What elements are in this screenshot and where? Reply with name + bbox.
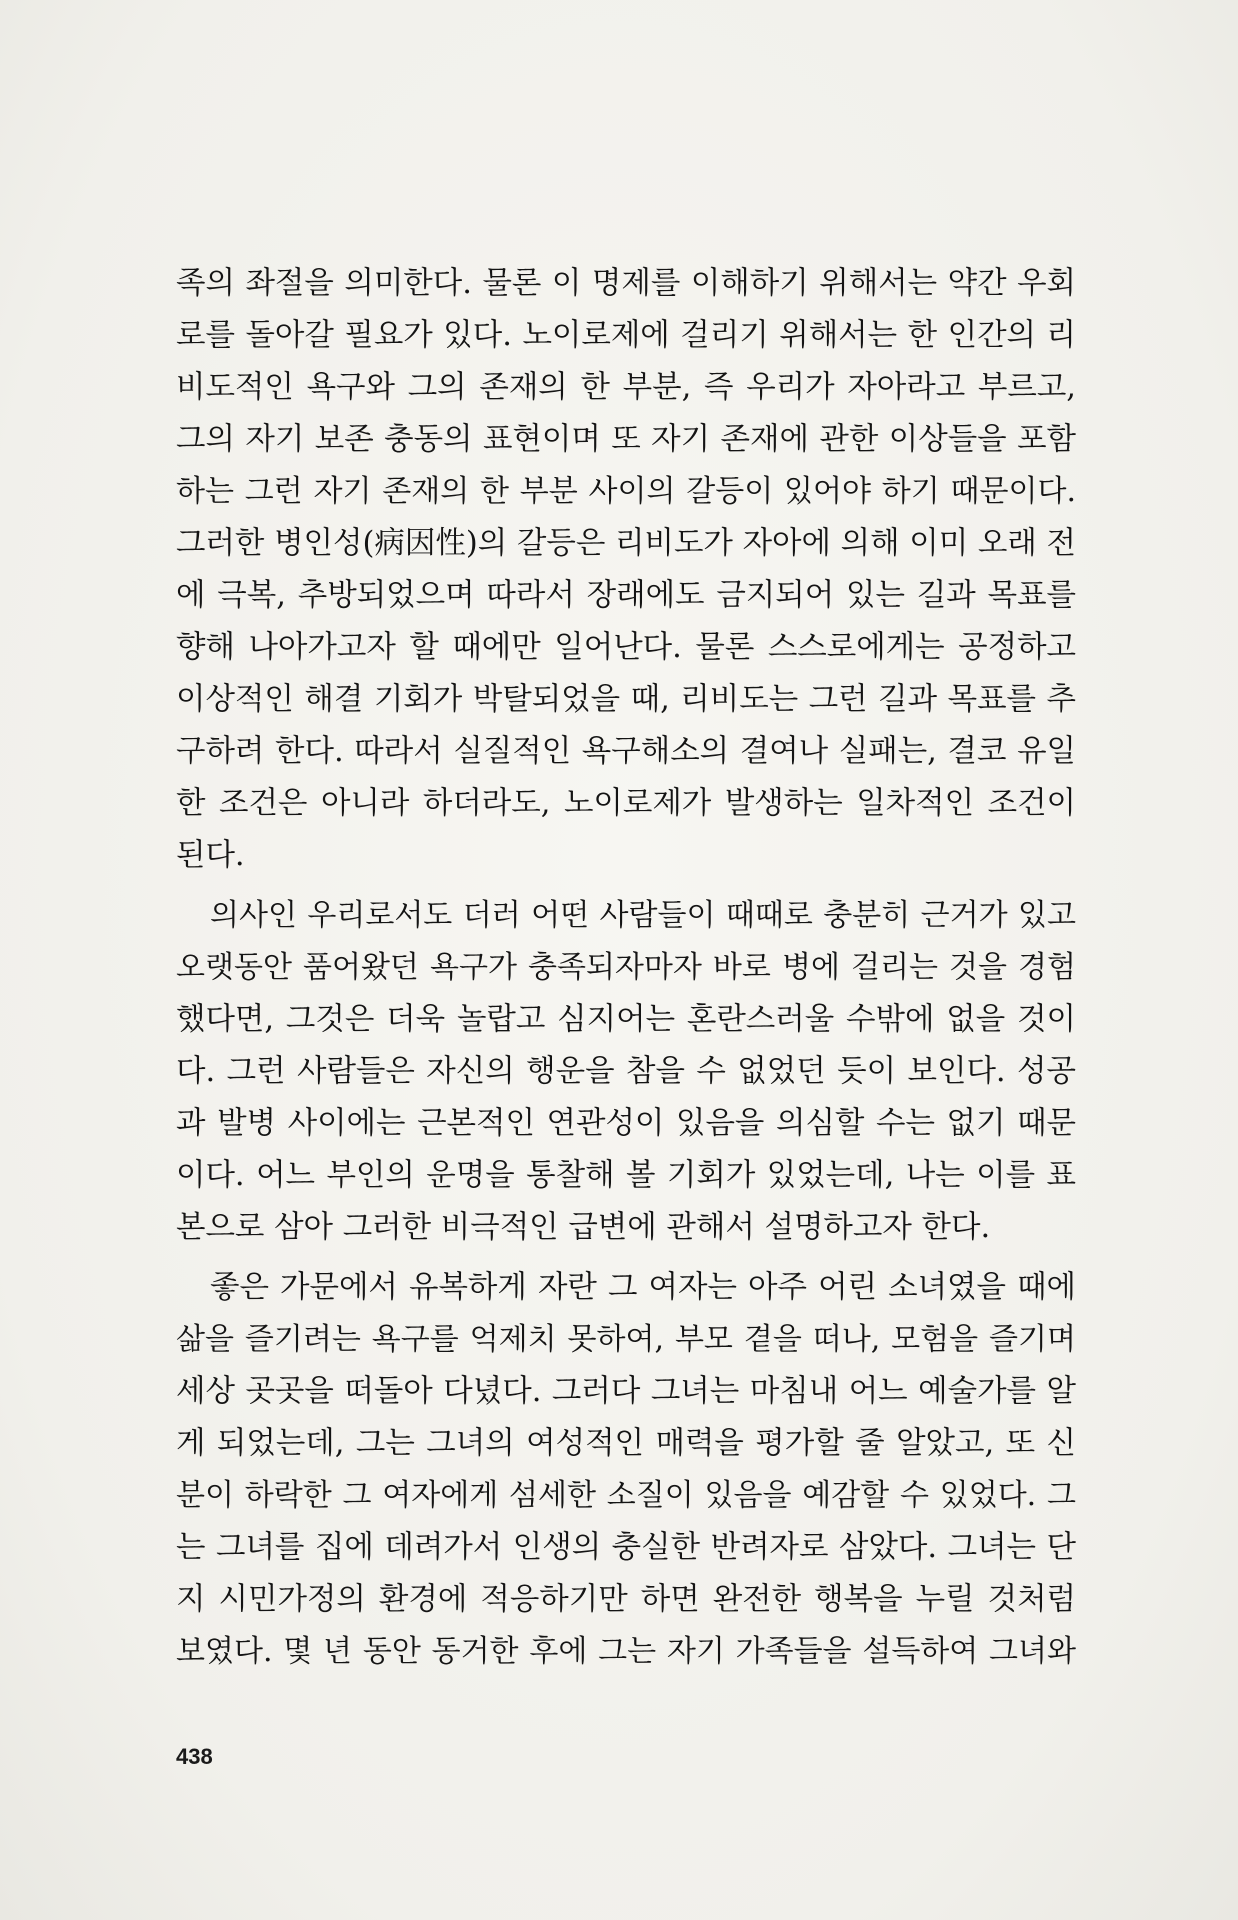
text-line: 지 시민가정의 환경에 적응하기만 하면 완전한 행복을 누릴 것처럼 — [176, 1582, 1076, 1617]
text-line: 했다면, 그것은 더욱 놀랍고 심지어는 혼란스러울 수밖에 없을 것이 — [176, 1002, 1076, 1037]
text-line: 좋은 가문에서 유복하게 자란 그 여자는 아주 어린 소녀였을 때에 — [210, 1270, 1076, 1305]
text-line: 하는 그런 자기 존재의 한 부분 사이의 갈등이 있어야 하기 때문이다. — [176, 474, 1076, 509]
text-line: 분이 하락한 그 여자에게 섬세한 소질이 있음을 예감할 수 있었다. 그 — [176, 1478, 1076, 1513]
text-line: 비도적인 욕구와 그의 존재의 한 부분, 즉 우리가 자아라고 부르고, — [176, 370, 1076, 405]
text-line: 다. 그런 사람들은 자신의 행운을 참을 수 없었던 듯이 보인다. 성공 — [176, 1054, 1076, 1089]
text-line: 과 발병 사이에는 근본적인 연관성이 있음을 의심할 수는 없기 때문 — [176, 1106, 1076, 1141]
text-line: 세상 곳곳을 떠돌아 다녔다. 그러다 그녀는 마침내 어느 예술가를 알 — [176, 1374, 1076, 1409]
text-line: 의사인 우리로서도 더러 어떤 사람들이 때때로 충분히 근거가 있고 — [210, 898, 1076, 933]
text-line: 구하려 한다. 따라서 실질적인 욕구해소의 결여나 실패는, 결코 유일 — [176, 734, 1076, 769]
text-line: 본으로 삼아 그러한 비극적인 급변에 관해서 설명하고자 한다. — [176, 1210, 991, 1245]
text-line: 그러한 병인성(病因性)의 갈등은 리비도가 자아에 의해 이미 오래 전 — [176, 526, 1076, 561]
text-line: 그의 자기 보존 충동의 표현이며 또 자기 존재에 관한 이상들을 포함 — [176, 422, 1076, 457]
text-line: 족의 좌절을 의미한다. 물론 이 명제를 이해하기 위해서는 약간 우회 — [176, 266, 1076, 301]
page-number: 438 — [176, 1744, 213, 1769]
text-line: 보였다. 몇 년 동안 동거한 후에 그는 자기 가족들을 설득하여 그녀와 — [176, 1634, 1076, 1669]
text-line: 이상적인 해결 기회가 박탈되었을 때, 리비도는 그런 길과 목표를 추 — [176, 682, 1076, 717]
text-line: 이다. 어느 부인의 운명을 통찰해 볼 기회가 있었는데, 나는 이를 표 — [176, 1158, 1076, 1193]
paragraph-2 — [176, 890, 1076, 1254]
paragraph-1 — [176, 258, 1076, 882]
text-line: 오랫동안 품어왔던 욕구가 충족되자마자 바로 병에 걸리는 것을 경험 — [176, 950, 1076, 985]
text-line: 향해 나아가고자 할 때에만 일어난다. 물론 스스로에게는 공정하고 — [176, 630, 1076, 665]
text-line: 로를 돌아갈 필요가 있다. 노이로제에 걸리기 위해서는 한 인간의 리 — [176, 318, 1076, 353]
text-line: 는 그녀를 집에 데려가서 인생의 충실한 반려자로 삼았다. 그녀는 단 — [176, 1530, 1076, 1565]
text-line: 삶을 즐기려는 욕구를 억제치 못하여, 부모 곁을 떠나, 모험을 즐기며 — [176, 1322, 1076, 1357]
body-text — [176, 258, 1076, 1678]
paragraph-3 — [176, 1262, 1076, 1678]
text-line: 게 되었는데, 그는 그녀의 여성적인 매력을 평가할 줄 알았고, 또 신 — [176, 1426, 1076, 1461]
text-line: 된다. — [176, 838, 245, 873]
text-line: 한 조건은 아니라 하더라도, 노이로제가 발생하는 일차적인 조건이 — [176, 786, 1076, 821]
text-line: 에 극복, 추방되었으며 따라서 장래에도 금지되어 있는 길과 목표를 — [176, 578, 1076, 613]
